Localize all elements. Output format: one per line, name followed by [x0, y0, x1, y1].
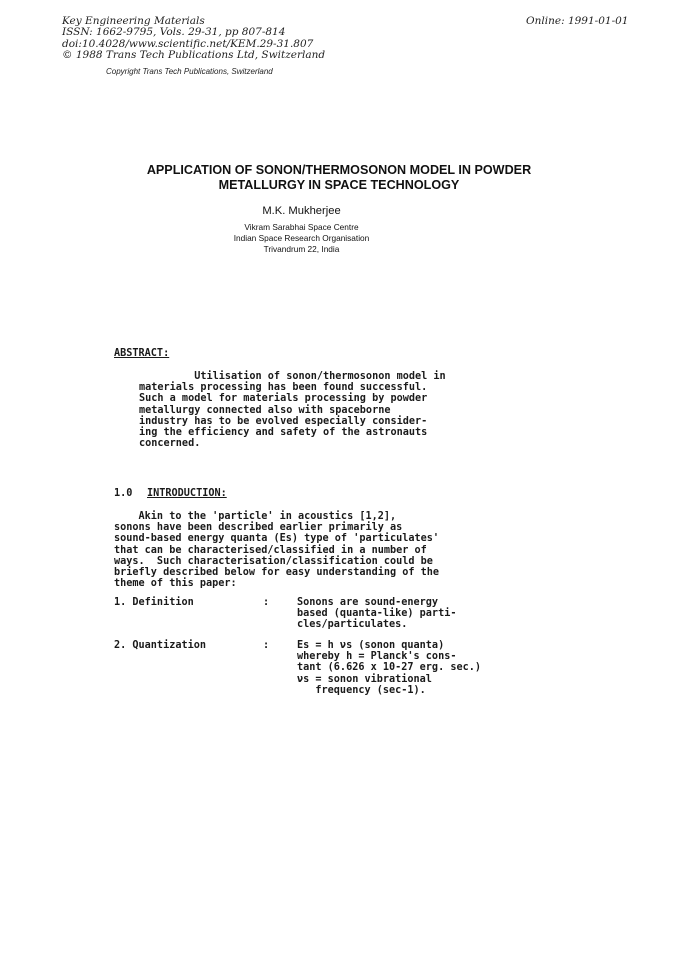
affiliation-3: Trivandrum 22, India [263, 244, 340, 254]
copyright-notice: Copyright Trans Tech Publications, Switzerland [106, 67, 273, 76]
quantization-line: frequency (sec-1). [297, 684, 426, 696]
affiliation-2: Indian Space Research Organisation [233, 233, 370, 243]
intro-line: theme of this paper: [114, 578, 237, 590]
quantization-label: 2. Quantization [114, 640, 207, 651]
intro-line: ways. Such characterisation/classification could be [114, 555, 433, 567]
paper-title-line2: METALLURGY IN SPACE TECHNOLOGY [218, 178, 460, 192]
journal-name: Key Engineering Materials [62, 15, 205, 27]
abstract-body [139, 371, 446, 449]
quantization-text [297, 640, 481, 696]
section-heading: INTRODUCTION: [147, 488, 227, 499]
quantization-line: νs = sonon vibrational [297, 673, 432, 685]
abstract-line: industry has to be evolved especially consider- [139, 415, 428, 427]
copyright-line: © 1988 Trans Tech Publications Ltd, Switzerland [62, 49, 326, 61]
definition-text [297, 597, 456, 631]
doi-line: doi:10.4028/www.scientific.net/KEM.29-31.807 [62, 38, 314, 50]
online-date: Online: 1991-01-01 [526, 15, 629, 27]
intro-line: sonons have been described earlier primarily as [114, 522, 403, 534]
definition-separator: : [263, 597, 270, 608]
definition-line: cles/particulates. [297, 619, 408, 631]
quantization-separator: : [263, 640, 270, 651]
section-number: 1.0 [114, 488, 133, 499]
abstract-line: concerned. [139, 438, 201, 450]
quantization-line: tant (6.626 x 10-27 erg. sec.) [297, 662, 482, 674]
abstract-heading: ABSTRACT: [114, 348, 170, 359]
paper-title-line1: APPLICATION OF SONON/THERMOSONON MODEL IN POWDER [146, 163, 532, 177]
intro-line: sound-based energy quanta (Es) type of 'particulates' [114, 533, 440, 545]
affiliation-1: Vikram Sarabhai Space Centre [244, 222, 359, 232]
intro-line: briefly described below for easy understanding of the [114, 567, 440, 579]
abstract-line: materials processing has been found successful. [139, 382, 428, 394]
issn-line: ISSN: 1662-9795, Vols. 29-31, pp 807-814 [62, 26, 286, 38]
author-name: M.K. Mukherjee [262, 205, 341, 217]
intro-line: Akin to the 'particle' in acoustics [1,2], [114, 511, 397, 522]
abstract-line: Utilisation of sonon/thermosonon model in [139, 371, 446, 382]
abstract-line: Such a model for materials processing by powder [139, 393, 428, 405]
intro-line: that can be characterised/classified in a number of [114, 544, 427, 556]
abstract-line: ing the efficiency and safety of the astronauts [139, 427, 428, 439]
quantization-line: Es = h νs (sonon quanta) [297, 640, 445, 651]
definition-label: 1. Definition [114, 597, 194, 608]
intro-body [114, 511, 439, 589]
definition-line: based (quanta-like) parti- [297, 608, 457, 620]
definition-line: Sonons are sound-energy [297, 597, 439, 608]
abstract-line: metallurgy connected also with spaceborne [139, 404, 391, 416]
quantization-line: whereby h = Planck's cons- [297, 651, 457, 663]
